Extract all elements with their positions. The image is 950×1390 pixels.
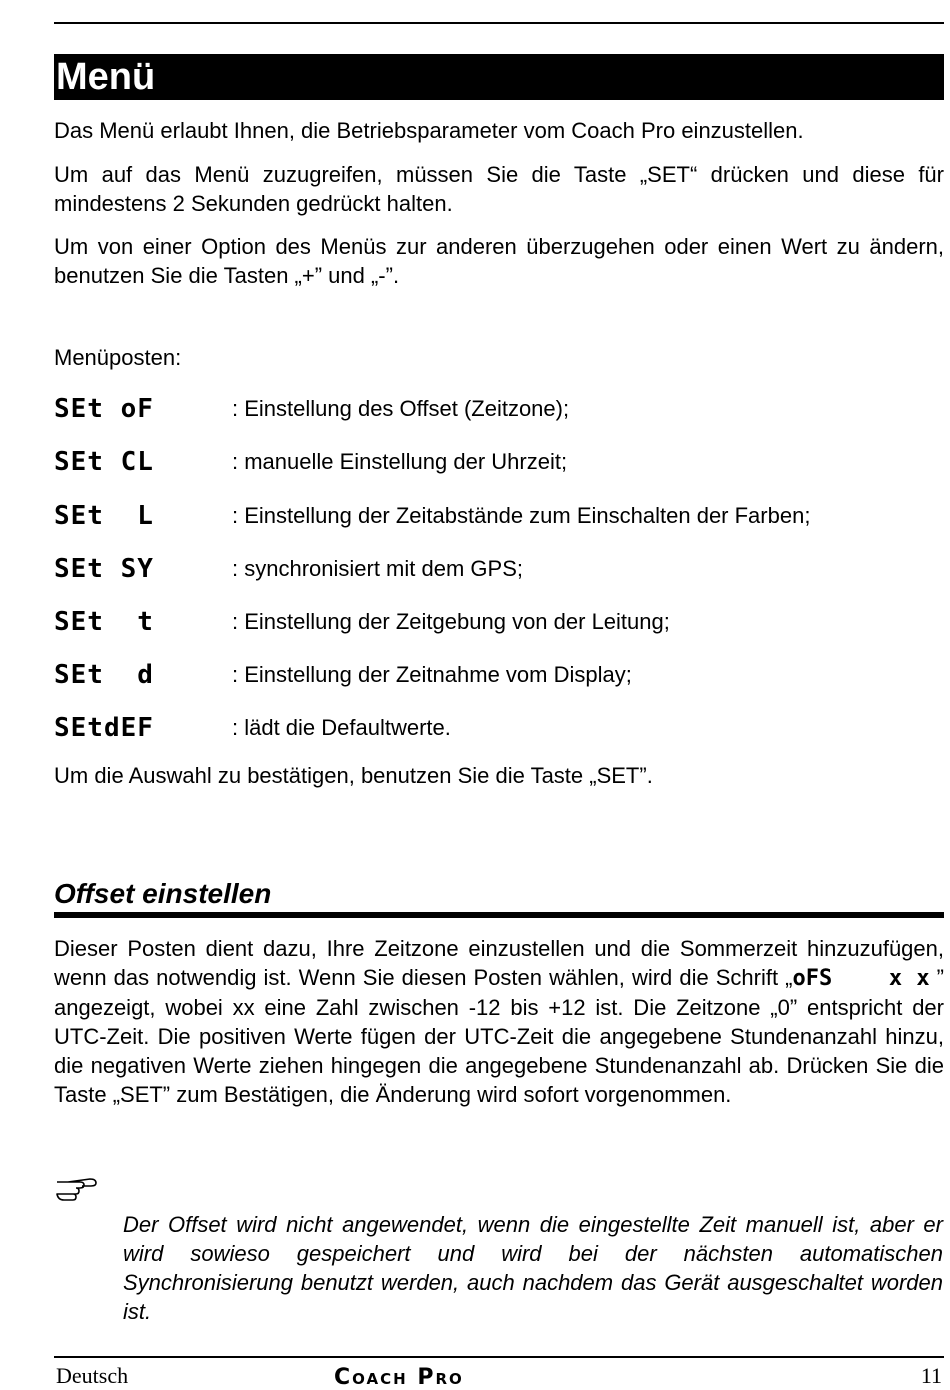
menu-item-code: SEt d [54,660,154,690]
menu-item-description: : Einstellung der Zeitnahme vom Display; [232,662,632,687]
intro-paragraph-3: Um von einer Option des Menüs zur anderen überzugehen oder einen Wert zu ändern, benutzen Sie die Tasten „+” und „-”. [54,234,944,288]
menu-item-code: SEt oF [54,394,154,424]
offset-paragraph [54,934,944,1109]
footer-rule [54,1356,944,1358]
top-rule [54,22,944,24]
page-number: 11 [920,1363,942,1388]
intro-paragraph-1: Das Menü erlaubt Ihnen, die Betriebsparameter vom Coach Pro einzustellen. [54,118,804,143]
menu-item-description: : manuelle Einstellung der Uhrzeit; [232,449,568,474]
menu-item-description: : lädt die Defaultwerte. [232,715,451,740]
menu-item-code: SEt SY [54,554,154,584]
offset-heading-rule [54,912,944,918]
offset-heading: Offset einstellen [54,878,272,909]
pointing-hand-icon [54,1172,100,1202]
menu-item-code: SEtdEF [54,713,154,743]
offset-paragraph-text-start: Dieser Posten dient dazu, Ihre Zeitzone einzustellen und die Sommerzeit hinzuzufügen, wenn das notwendig ist. Wenn Sie diesen Posten wählen, wird die Schrift „ [54,936,944,990]
lcd-display-text: oFS x x [792,966,930,991]
intro-paragraph-2: Um auf das Menü zuzugreifen, müssen Sie die Taste „SET“ drücken und diese für mindestens 2 Sekunden gedrückt halten. [54,162,944,216]
menu-item-code: SEt CL [54,447,154,477]
footer-product-name: Coach Pro [334,1365,464,1390]
menu-items-label: Menüposten: [54,345,182,370]
section-title: Menü [54,54,944,100]
menu-item-description: : Einstellung der Zeitabstände zum Einschalten der Farben; [232,503,811,528]
offset-note: Der Offset wird nicht angewendet, wenn die eingestellte Zeit manuell ist, aber er wird sowieso gespeichert und wird bei der nächsten automatischen Synchronisierung benutzt werden, auch nachdem das Gerät ausgeschaltet worden ist. [123,1212,943,1324]
menu-item-code: SEt L [54,501,154,531]
menu-item-code: SEt t [54,607,154,637]
confirm-paragraph: Um die Auswahl zu bestätigen, benutzen Sie die Taste „SET”. [54,763,653,788]
menu-item-description: : Einstellung des Offset (Zeitzone); [232,396,570,421]
menu-item-description: : synchronisiert mit dem GPS; [232,556,523,581]
footer-language: Deutsch [56,1363,129,1388]
offset-paragraph-text-end: ” angezeigt, wobei xx eine Zahl zwischen -12 bis +12 ist. Die Zeitzone „0” entspricht der UTC-Zeit. Die positiven Werte fügen der UTC-Zeit die angegebene Stundenanzahl hinzu, die negativen Werte ziehen hingegen die angegebene Stundenanzahl ab. Drücken Sie die Taste „SET” zum Bestätigen, die Änderung wird sofort vorgenommen. [54,965,944,1107]
menu-item-description: : Einstellung der Zeitgebung von der Leitung; [232,609,670,634]
